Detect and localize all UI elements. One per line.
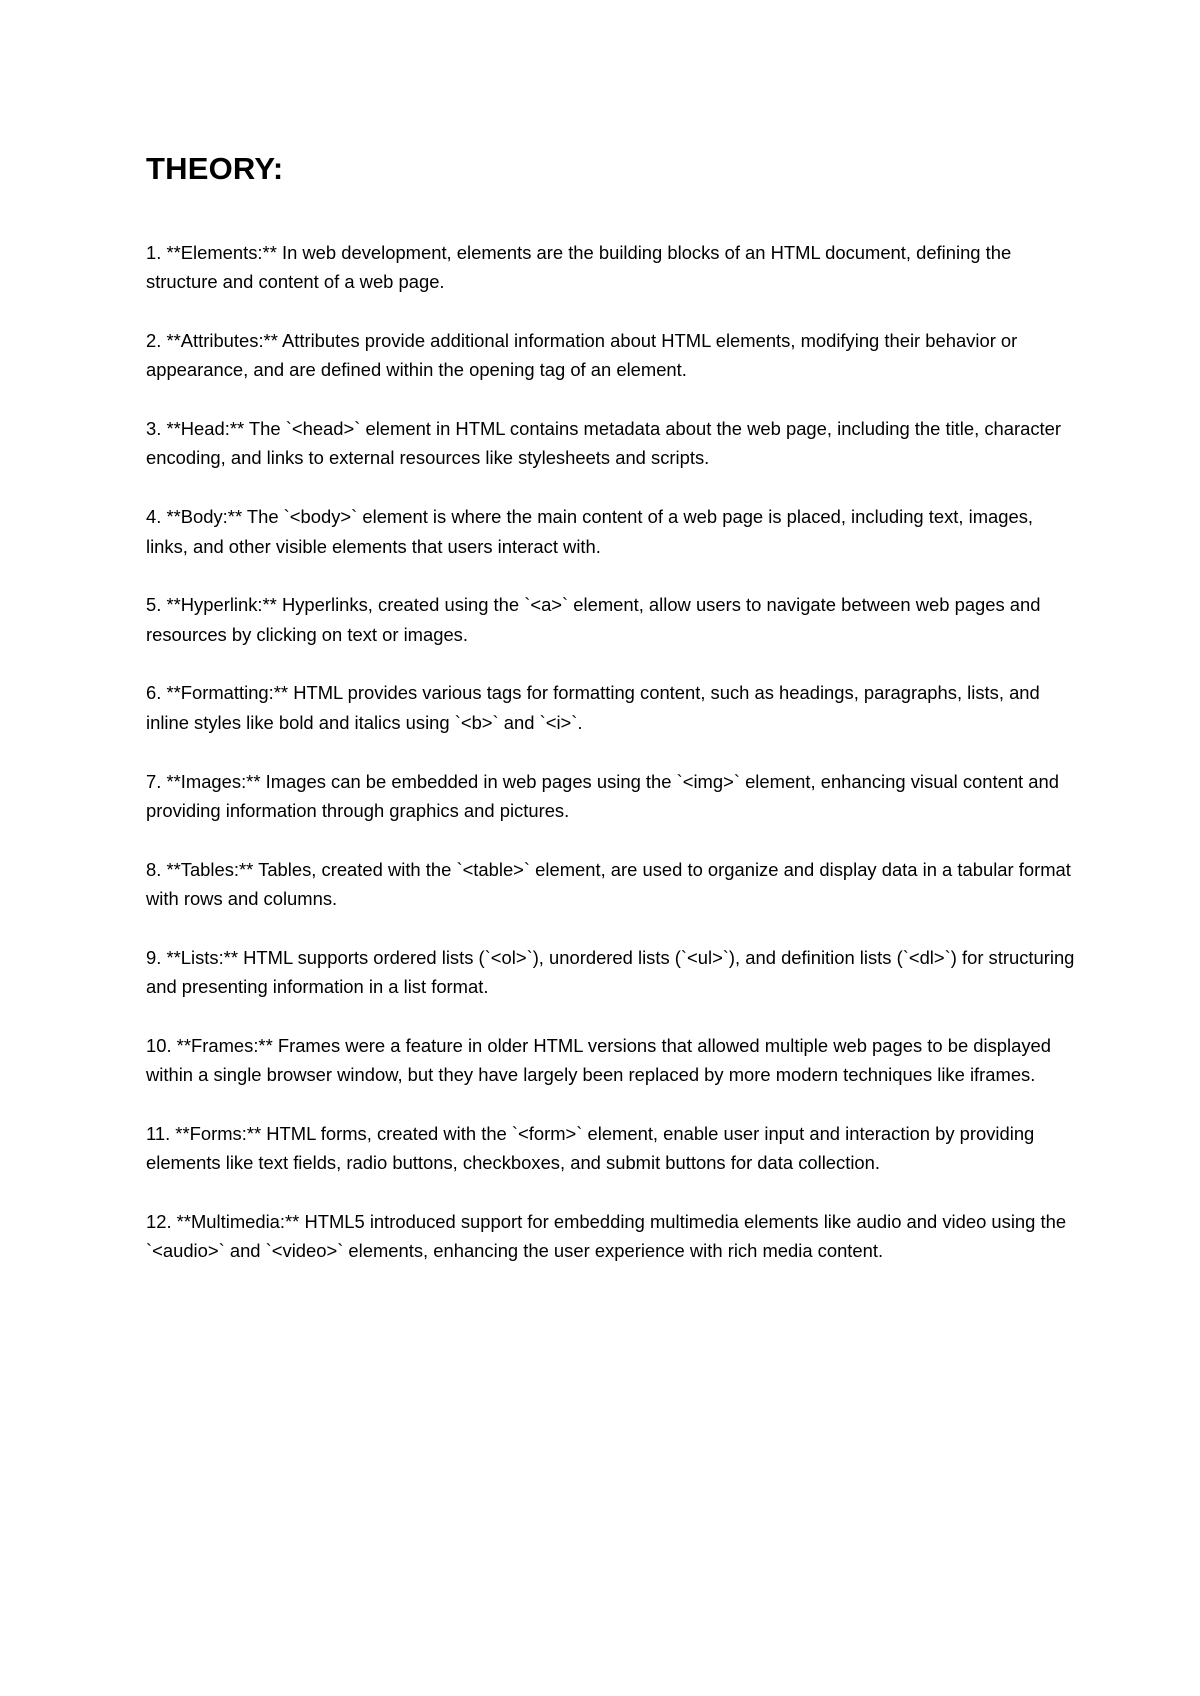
theory-list: [146, 238, 1076, 1266]
list-item-hyperlink: 5. **Hyperlink:** Hyperlinks, created using the `<a>` element, allow users to navigate between web pages and resources by clicking on text or images.: [146, 594, 1041, 645]
list-item-formatting: 6. **Formatting:** HTML provides various tags for formatting content, such as headings, paragraphs, lists, and inline styles like bold and italics using `<b>` and `<i>`.: [146, 682, 1040, 733]
list-item-multimedia: 12. **Multimedia:** HTML5 introduced support for embedding multimedia elements like audio and video using the `<audio>` and `<video>` elements, enhancing the user experience with rich media content.: [146, 1211, 1067, 1262]
list-item-attributes: 2. **Attributes:** Attributes provide additional information about HTML elements, modifying their behavior or appearance, and are defined within the opening tag of an element.: [146, 330, 1018, 381]
list-item-body: 4. **Body:** The `<body>` element is where the main content of a web page is placed, including text, images, links, and other visible elements that users interact with.: [146, 506, 1034, 557]
page-heading: THEORY:: [146, 151, 284, 186]
list-item-elements: 1. **Elements:** In web development, elements are the building blocks of an HTML document, defining the structure and content of a web page.: [146, 242, 1012, 293]
list-item-images: 7. **Images:** Images can be embedded in web pages using the `<img>` element, enhancing visual content and providing information through graphics and pictures.: [146, 770, 1059, 821]
list-item-frames: 10. **Frames:** Frames were a feature in older HTML versions that allowed multiple web pages to be displayed within a single browser window, but they have largely been replaced by more modern techniques like iframes.: [146, 1034, 1051, 1086]
list-item-forms: 11. **Forms:** HTML forms, created with the `<form>` element, enable user input and interaction by providing elements like text fields, radio buttons, checkboxes, and submit buttons for data collection.: [146, 1122, 1035, 1174]
list-item-head: 3. **Head:** The `<head>` element in HTML contains metadata about the web page, including the title, character encoding, and links to external resources like stylesheets and scripts.: [146, 418, 1061, 469]
list-item-lists: 9. **Lists:** HTML supports ordered lists (`<ol>`), unordered lists (`<ul>`), and definition lists (`<dl>`) for structuring and presenting information in a list format.: [146, 946, 1075, 998]
list-item-tables: 8. **Tables:** Tables, created with the `<table>` element, are used to organize and display data in a tabular format with rows and columns.: [146, 858, 1071, 909]
